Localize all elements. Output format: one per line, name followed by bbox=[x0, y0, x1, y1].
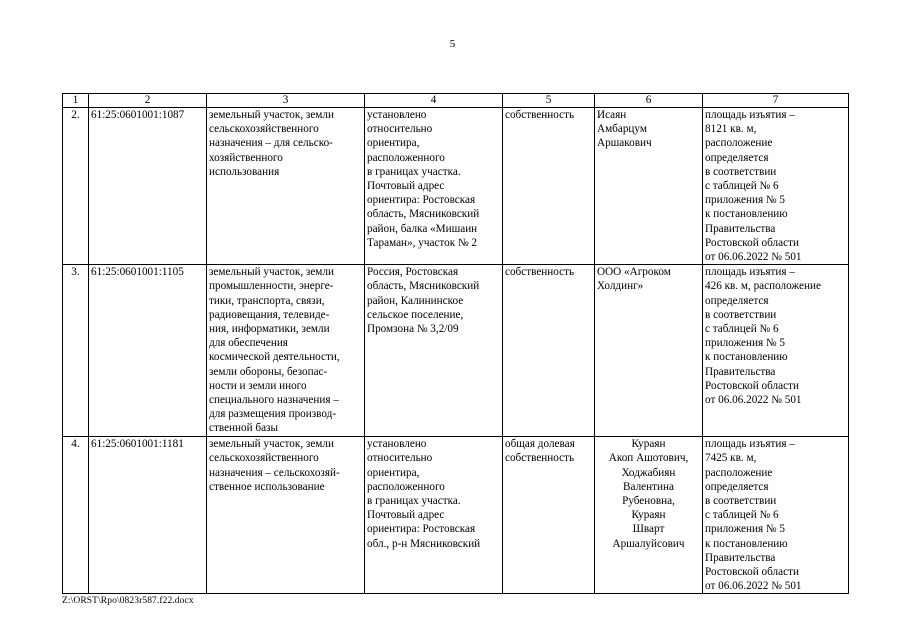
plot-location: Россия, Ростовская область, Мясниковский район, Калининское сельское поселение, Промзона № 3,2/09 bbox=[365, 265, 503, 437]
header-col-6: 6 bbox=[595, 94, 703, 108]
row-number: 4. bbox=[63, 437, 89, 594]
plot-location: установлено относительно ориентира, расположенного в границах участка. Почтовый адрес ориентира: Ростовская обл., р-н Мясниковский bbox=[365, 437, 503, 594]
header-col-3: 3 bbox=[207, 94, 365, 108]
withdrawal-note: площадь изъятия – 426 кв. м, расположение определяется в соответствии с таблицей № 6 приложения № 5 к постановлению Правительства Ростовской области от 06.06.2022 № 501 bbox=[703, 265, 849, 437]
header-col-7: 7 bbox=[703, 94, 849, 108]
withdrawal-note: площадь изъятия – 8121 кв. м, расположение определяется в соответствии с таблицей № 6 приложения № 5 к постановлению Правительства Ростовской области от 06.06.2022 № 501 bbox=[703, 108, 849, 265]
land-category: земельный участок, земли промышленности, энерге- тики, транспорта, связи, радиовещания, телевиде- ния, информатики, земли для обеспечения космической деятельности, земли обороны, безопас- ности и земли иного специального назначения – для размещения производ- ственной базы bbox=[207, 265, 365, 437]
right-holder: Исаян Амбарцум Аршакович bbox=[595, 108, 703, 265]
row-number: 2. bbox=[63, 108, 89, 265]
header-col-4: 4 bbox=[365, 94, 503, 108]
table-header-row bbox=[63, 94, 849, 108]
page-number: 5 bbox=[449, 38, 456, 50]
header-col-2: 2 bbox=[89, 94, 207, 108]
right-holder: Кураян Акоп Ашотович, Ходжабиян Валентина Рубеновна, Кураян Шварт Аршалуйсович bbox=[595, 437, 703, 594]
land-category: земельный участок, земли сельскохозяйственного назначения – для сельско- хозяйственного использования bbox=[207, 108, 365, 265]
plot-location: установлено относительно ориентира, расположенного в границах участка. Почтовый адрес ориентира: Ростовская область, Мясниковский район, балка «Мишаин Тараман», участок № 2 bbox=[365, 108, 503, 265]
cadastral-number: 61:25:0601001:1181 bbox=[89, 437, 207, 594]
header-col-1: 1 bbox=[63, 94, 89, 108]
document-file-path: Z:\ORST\Rpo\0823r587.f22.docx bbox=[62, 596, 194, 606]
right-holder: ООО «Агроком Холдинг» bbox=[595, 265, 703, 437]
ownership-type: собственность bbox=[503, 108, 595, 265]
land-plots-table bbox=[62, 93, 849, 594]
ownership-type: собственность bbox=[503, 265, 595, 437]
table-row bbox=[63, 265, 849, 437]
cadastral-number: 61:25:0601001:1105 bbox=[89, 265, 207, 437]
ownership-type: общая долевая собственность bbox=[503, 437, 595, 594]
cadastral-number: 61:25:0601001:1087 bbox=[89, 108, 207, 265]
table-row bbox=[63, 108, 849, 265]
withdrawal-note: площадь изъятия – 7425 кв. м, расположение определяется в соответствии с таблицей № 6 приложения № 5 к постановлению Правительства Ростовской области от 06.06.2022 № 501 bbox=[703, 437, 849, 594]
land-category: земельный участок, земли сельскохозяйственного назначения – сельскохозяй- ственное использование bbox=[207, 437, 365, 594]
header-col-5: 5 bbox=[503, 94, 595, 108]
row-number: 3. bbox=[63, 265, 89, 437]
table-row bbox=[63, 437, 849, 594]
